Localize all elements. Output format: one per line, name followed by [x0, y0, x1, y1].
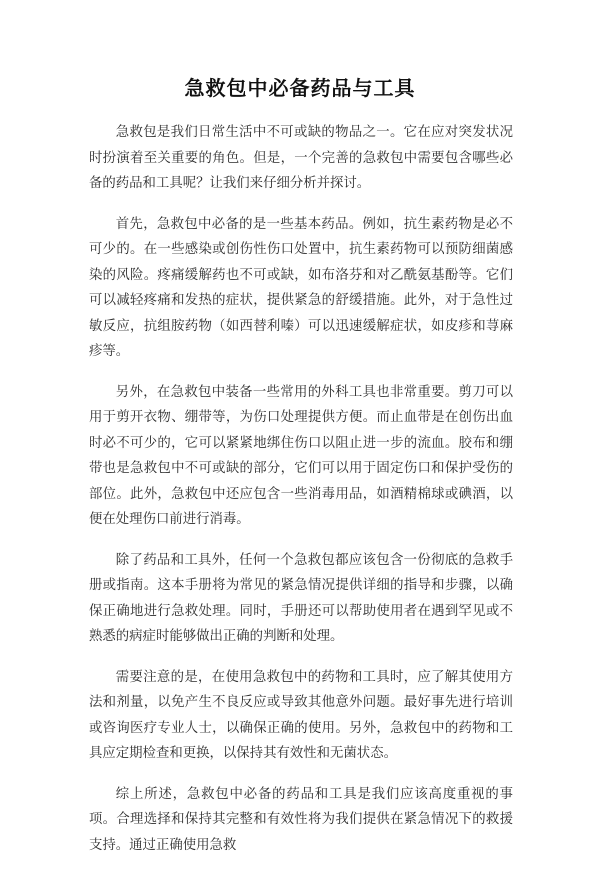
paragraph-manual: 除了药品和工具外，任何一个急救包都应该包含一份彻底的急救手册或指南。这本手册将为常见的紧急情况提供详细的指导和步骤，以确保正确地进行急救处理。同时，手册还可以帮助使用者在遇到罕见或不熟悉的病症时能够做出正确的判断和处理。	[89, 552, 513, 644]
paragraph-precautions: 需要注意的是，在使用急救包中的药物和工具时，应了解其使用方法和剂量，以免产生不良反应或导致其他意外问题。最好事先进行培训或咨询医疗专业人士，以确保正确的使用。另外，急救包中的药物和工具应定期检查和更换，以保持其有效性和无菌状态。	[89, 669, 513, 761]
document-body	[89, 120, 513, 873]
paragraph-intro: 急救包是我们日常生活中不可或缺的物品之一。它在应对突发状况时扮演着至关重要的角色。但是，一个完善的急救包中需要包含哪些必备的药品和工具呢？让我们来仔细分析并探讨。	[89, 125, 513, 191]
paragraph-tools: 另外，在急救包中装备一些常用的外科工具也非常重要。剪刀可以用于剪开衣物、绷带等，为伤口处理提供方便。而止血带是在创伤出血时必不可少的，它可以紧紧地绑住伤口以阻止进一步的流血。胶布和绷带也是急救包中不可或缺的部分，它们可以用于固定伤口和保护受伤的部位。此外，急救包中还应包含一些消毒用品，如酒精棉球或碘酒，以便在处理伤口前进行消毒。	[89, 384, 513, 527]
paragraph-medicines: 首先，急救包中必备的是一些基本药品。例如，抗生素药物是必不可少的。在一些感染或创伤性伤口处置中，抗生素药物可以预防细菌感染的风险。疼痛缓解药也不可或缺，如布洛芬和对乙酰氨基酚等。它们可以减轻疼痛和发热的症状，提供紧急的舒缓措施。此外，对于急性过敏反应，抗组胺药物（如西替利嗪）可以迅速缓解症状，如皮疹和荨麻疹等。	[89, 216, 513, 359]
paragraph-summary: 综上所述，急救包中必备的药品和工具是我们应该高度重视的事项。合理选择和保持其完整和有效性将为我们提供在紧急情况下的救援支持。通过正确使用急救	[89, 786, 513, 853]
page-title: 急救包中必备药品与工具	[184, 76, 416, 100]
